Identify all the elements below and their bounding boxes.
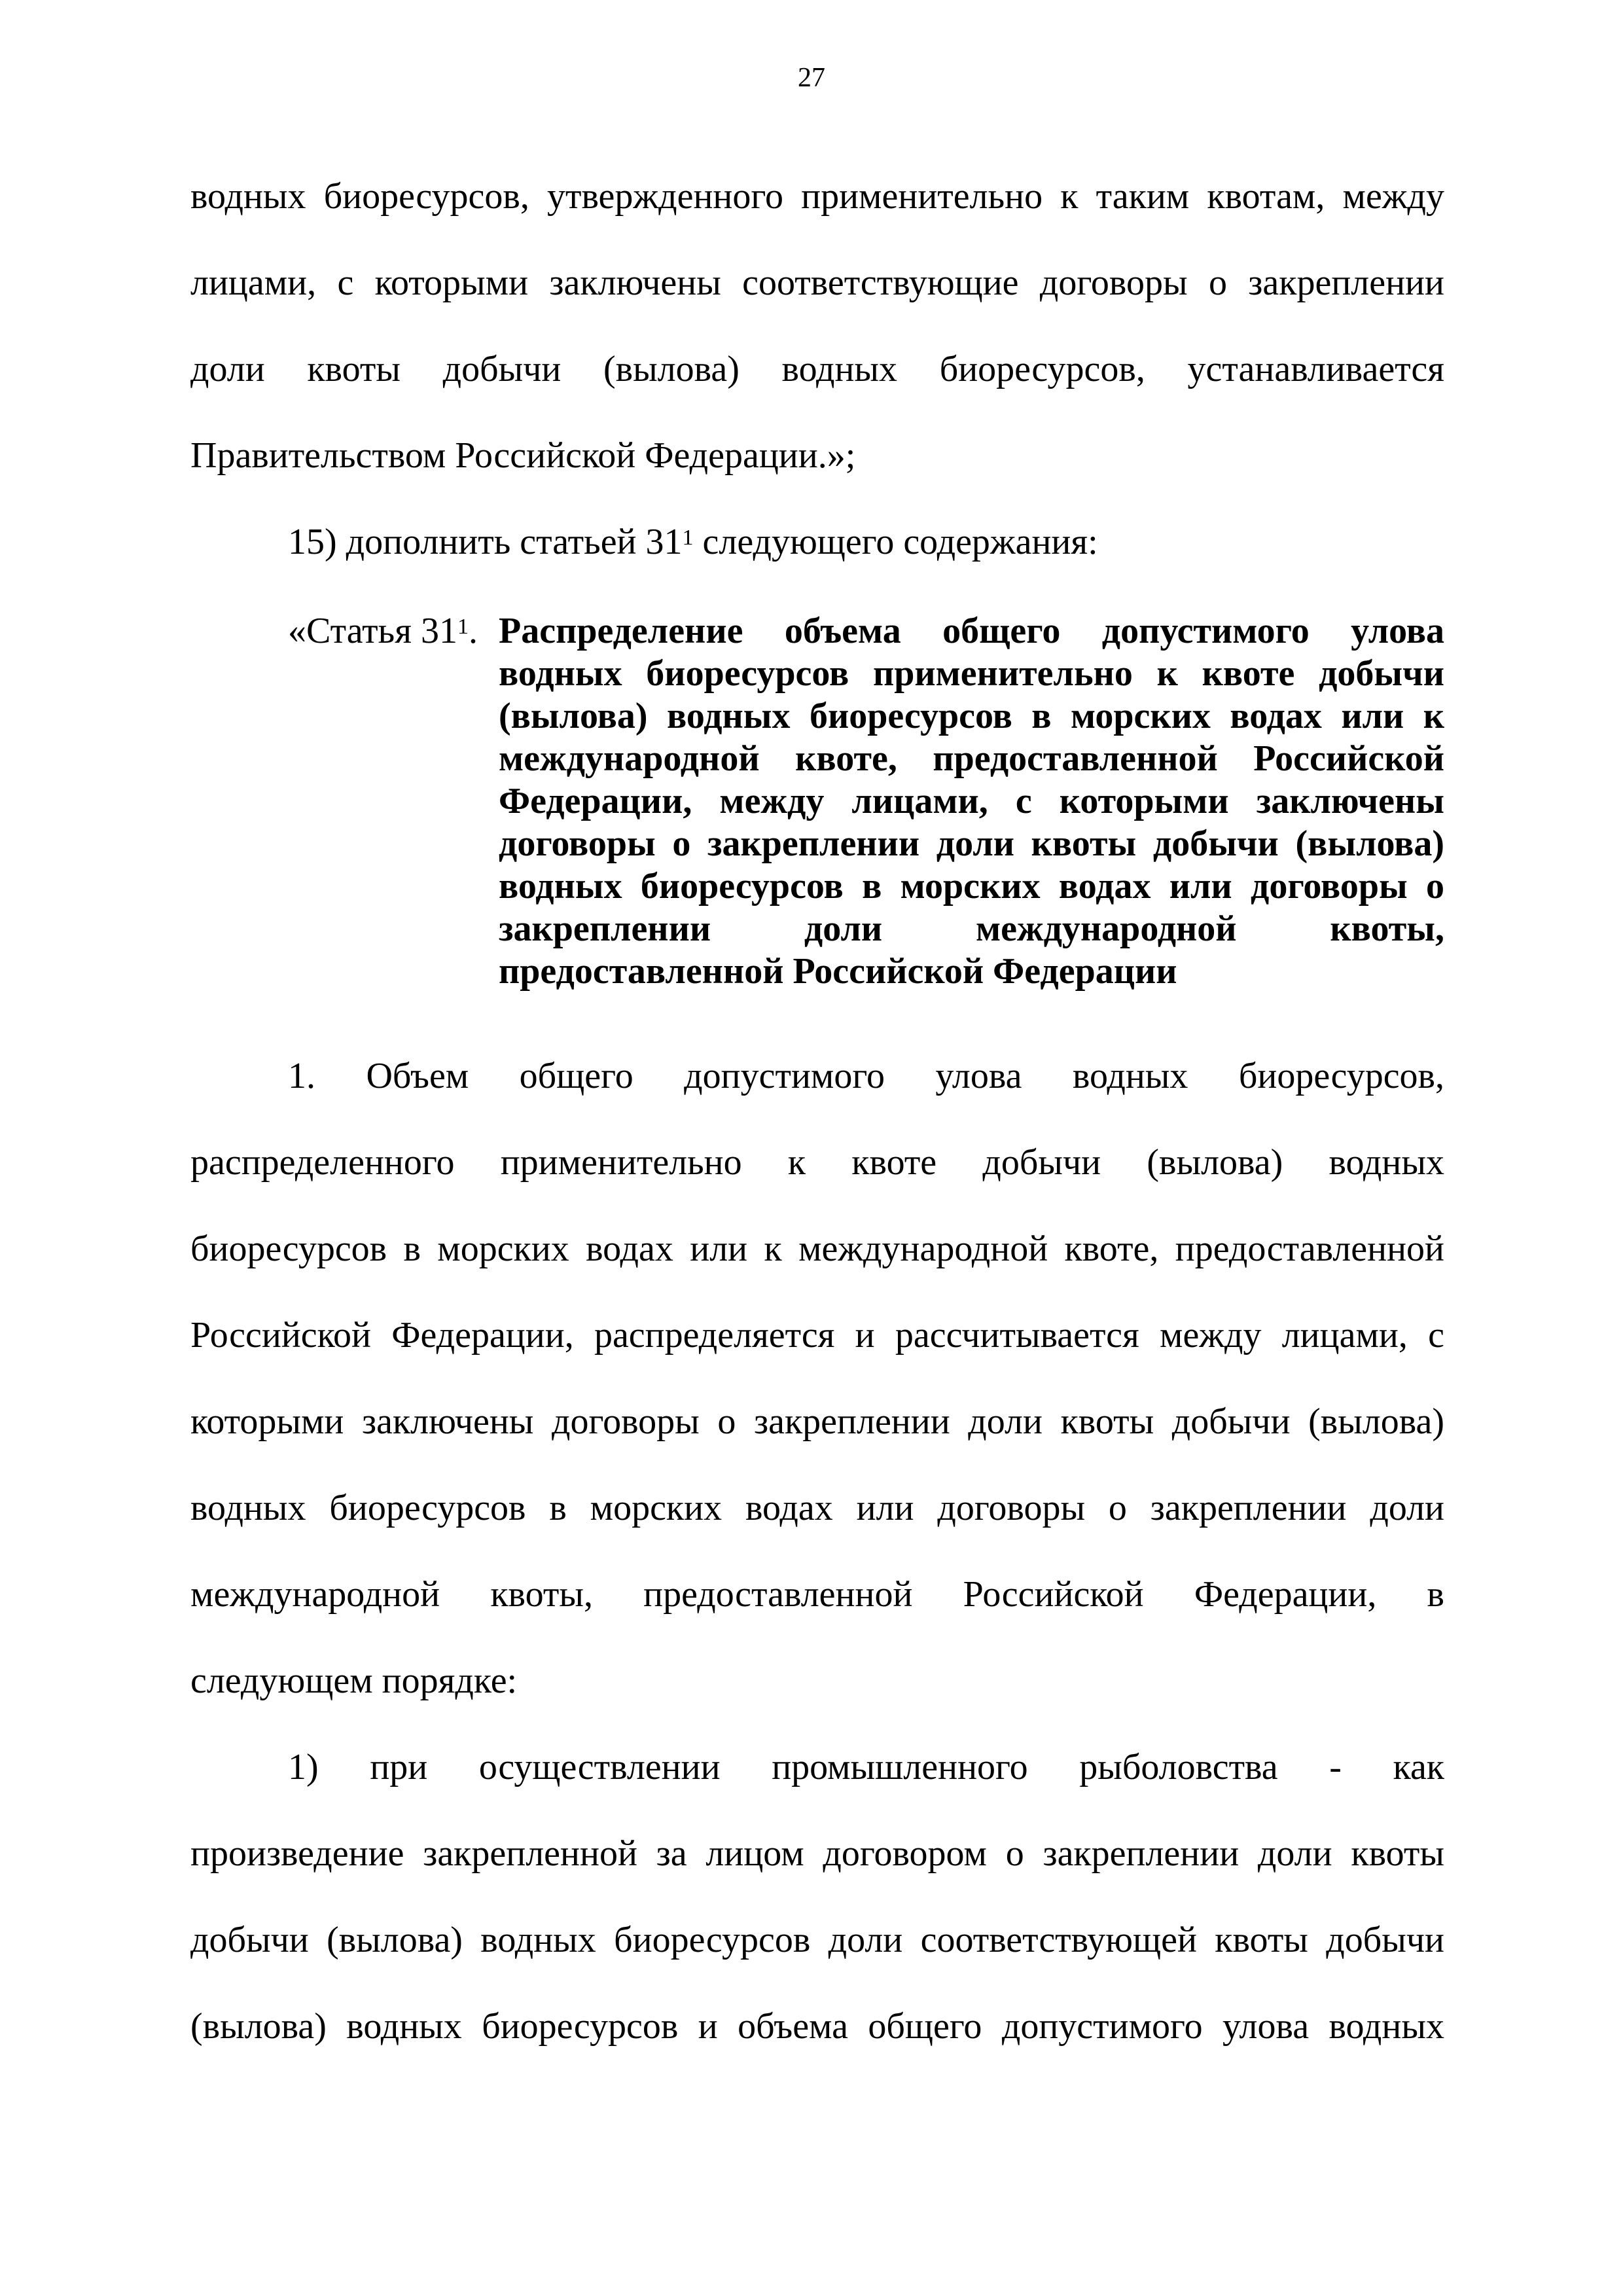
text-line: добычи (вылова) водных биоресурсов доли соответствующей квоты добычи <box>190 1920 1444 1960</box>
article-title-line: международной квоте, предоставленной Российской <box>499 738 1444 779</box>
article-title-line: Федерации, между лицами, с которыми заключены <box>499 781 1444 821</box>
text-line: Правительством Российской Федерации.»; <box>190 435 856 476</box>
text-line: Российской Федерации, распределяется и рассчитывается между лицами, с <box>190 1315 1444 1355</box>
text-line: водных биоресурсов в морских водах или договоры о закреплении доли <box>190 1488 1444 1528</box>
item-15-text: 15) дополнить статьей 31 <box>288 522 683 562</box>
article-title-line: (вылова) водных биоресурсов в морских водах или к <box>499 696 1444 736</box>
article-prefix-text: «Статья 31 <box>288 611 457 651</box>
text-line: произведение закрепленной за лицом договором о закреплении доли квоты <box>190 1833 1444 1874</box>
item-15-sup: 1 <box>682 526 694 550</box>
text-line: водных биоресурсов, утвержденного применительно к таким квотам, между <box>190 176 1444 217</box>
text-line: распределенного применительно к квоте добычи (вылова) водных <box>190 1142 1444 1183</box>
article-title-line: договоры о закреплении доли квоты добычи (вылова) <box>499 823 1444 864</box>
text-line: биоресурсов в морских водах или к международной квоте, предоставленной <box>190 1229 1444 1269</box>
article-prefix-dot: . <box>468 611 478 651</box>
article-prefix <box>288 610 478 652</box>
text-line: 1. Объем общего допустимого улова водных биоресурсов, <box>288 1056 1444 1096</box>
text-line: которыми заключены договоры о закреплении доли квоты добычи (вылова) <box>190 1401 1444 1442</box>
item-15 <box>288 521 1098 563</box>
article-title-line: закреплении доли международной квоты, <box>499 908 1444 949</box>
text-line: международной квоты, предоставленной Российской Федерации, в <box>190 1574 1444 1615</box>
text-line: (вылова) водных биоресурсов и объема общего допустимого улова водных <box>190 2006 1444 2047</box>
page-number: 27 <box>798 63 825 93</box>
text-line: лицами, с которыми заключены соответствующие договоры о закреплении <box>190 262 1444 303</box>
text-line: следующем порядке: <box>190 1660 518 1701</box>
text-line: 1) при осуществлении промышленного рыболовства - как <box>288 1747 1444 1787</box>
item-15-tail: следующего содержания: <box>693 522 1098 562</box>
article-title-line: предоставленной Российской Федерации <box>499 951 1177 992</box>
article-prefix-sup: 1 <box>457 615 469 639</box>
article-title-line: водных биоресурсов в морских водах или договоры о <box>499 866 1444 906</box>
article-title-line: Распределение объема общего допустимого улова <box>499 611 1444 651</box>
article-title-line: водных биоресурсов применительно к квоте добычи <box>499 653 1444 694</box>
text-line: доли квоты добычи (вылова) водных биоресурсов, устанавливается <box>190 349 1444 389</box>
